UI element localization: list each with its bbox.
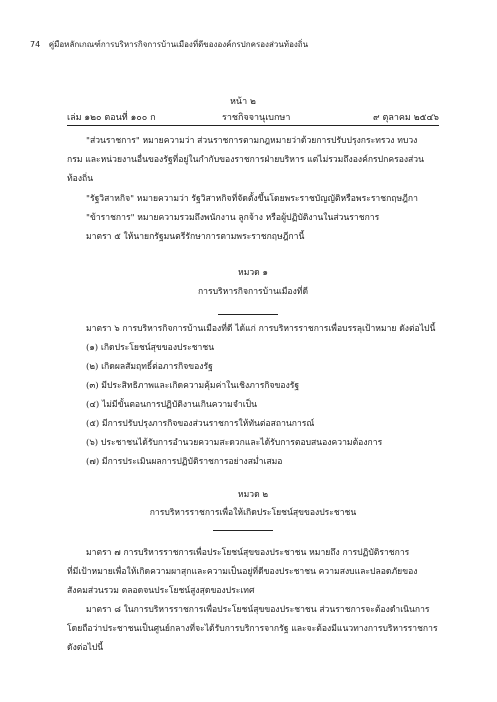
definition-line: กรม และหน่วยงานอื่นของรัฐที่อยู่ในกำกับของราชการฝ่ายบริหาร แต่ไม่รวมถึงองค์กรปกครองส่วน (67, 155, 424, 165)
definition-line: "รัฐวิสาหกิจ" หมายความว่า รัฐวิสาหกิจที่จัดตั้งขึ้นโดยพระราชบัญญัติหรือพระราชกฤษฎีกา (86, 194, 418, 204)
gazette-volume: เล่ม ๑๒๐ ตอนที่ ๑๐๐ ก (67, 113, 156, 123)
chapter-title: การบริหารกิจการบ้านเมืองที่ดี (197, 287, 309, 297)
gazette-date: ๙ ตุลาคม ๒๕๔๖ (373, 113, 439, 123)
definition-line: ท้องถิ่น (67, 174, 94, 184)
header-rule (67, 125, 439, 126)
section-line: ที่มีเป้าหมายเพื่อให้เกิดความผาสุกและความเป็นอยู่ที่ดีของประชาชน ความสงบและปลอดภัยของ (67, 567, 418, 577)
chapter-rule (213, 530, 273, 531)
section-line: มาตรา ๖ การบริหารกิจการบ้านเมืองที่ดี ได้แก่ การบริหารราชการเพื่อบรรลุเป้าหมาย ดังต่อไปนี้ (86, 324, 436, 334)
definition-line: "ข้าราชการ" หมายความรวมถึงพนักงาน ลูกจ้าง หรือผู้ปฏิบัติงานในส่วนราชการ (86, 213, 380, 223)
running-header (30, 38, 308, 51)
list-item: (๕) มีการปรับปรุงภารกิจของส่วนราชการให้ทันต่อสถานการณ์ (86, 419, 315, 429)
section-line: สังคมส่วนรวม ตลอดจนประโยชน์สูงสุดของประเทศ (67, 586, 255, 596)
page-number: 74 (30, 40, 41, 49)
list-item: (๓) มีประสิทธิภาพและเกิดความคุ้มค่าในเชิงภารกิจของรัฐ (86, 381, 300, 391)
definition-line: "ส่วนราชการ" หมายความว่า ส่วนราชการตามกฎหมายว่าด้วยการปรับปรุงกระทรวง ทบวง (86, 136, 418, 146)
section-line: ดังต่อไปนี้ (67, 643, 104, 653)
list-item: (๑) เกิดประโยชน์สุขของประชาชน (86, 343, 215, 353)
section-line: โดยถือว่าประชาชนเป็นศูนย์กลางที่จะได้รับการบริการจากรัฐ และจะต้องมีแนวทางการบริหารราชการ (67, 624, 438, 634)
list-item: (๒) เกิดผลสัมฤทธิ์ต่อภารกิจของรัฐ (86, 362, 213, 372)
gazette-page-label: หน้า ๒ (230, 97, 256, 107)
list-item: (๗) มีการประเมินผลการปฏิบัติราชการอย่างสม่ำเสมอ (86, 457, 283, 467)
chapter-title: การบริหารราชการเพื่อให้เกิดประโยชน์สุขของประชาชน (149, 508, 357, 518)
chapter-label: หมวด ๒ (237, 490, 269, 500)
section-line: มาตรา ๗ การบริหารราชการเพื่อประโยชน์สุขของประชาชน หมายถึง การปฏิบัติราชการ (86, 548, 410, 558)
running-header-title: คู่มือหลักเกณฑ์การบริหารกิจการบ้านเมืองที่ดีขององค์กรปกครองส่วนท้องถิ่น (48, 40, 309, 49)
section-line: มาตรา ๘ ในการบริหารราชการเพื่อประโยชน์สุขของประชาชน ส่วนราชการจะต้องดำเนินการ (86, 605, 430, 615)
gazette-name: ราชกิจจานุเบกษา (222, 113, 291, 123)
list-item: (๔) ไม่มีขั้นตอนการปฏิบัติงานเกินความจำเป็น (86, 400, 257, 410)
chapter-label: หมวด ๑ (238, 268, 268, 278)
chapter-rule (218, 314, 278, 315)
gazette-header (67, 110, 439, 124)
section-line: มาตรา ๕ ให้นายกรัฐมนตรีรักษาการตามพระราชกฤษฎีกานี้ (86, 232, 305, 242)
list-item: (๖) ประชาชนได้รับการอำนวยความสะดวกและได้รับการตอบสนองความต้องการ (86, 438, 383, 448)
